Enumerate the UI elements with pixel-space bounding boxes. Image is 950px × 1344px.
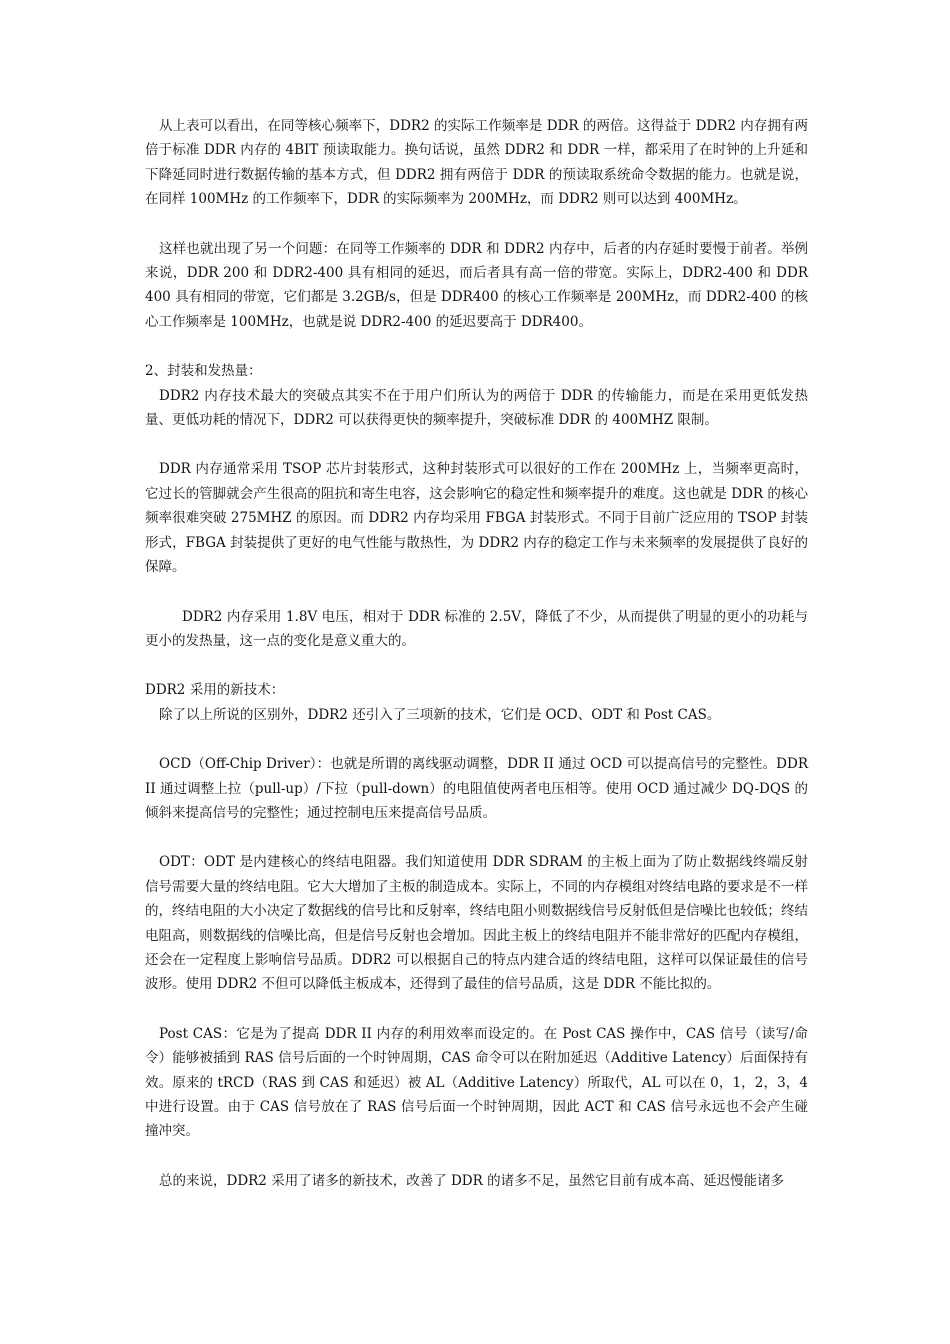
section-heading-packaging: 2、封装和发热量：: [145, 363, 262, 380]
paragraph-three-technologies: 除了以上所说的区别外，DDR2 还引入了三项新的技术，它们是 OCD、ODT 和 Post CAS。: [159, 706, 721, 723]
paragraph-ddr2-breakthrough: DDR2 内存技术最大的突破点其实不在于用户们所认为的两倍于 DDR 的传输能力，而是在采用更低发热量、更低功耗的情况下，DDR2 可以获得更快的频率提升，突破标准 DDR 的 400MHZ 限制。: [145, 387, 808, 429]
paragraph-latency-issue: 这样也就出现了另一个问题：在同等工作频率的 DDR 和 DDR2 内存中，后者的内存延时要慢于前者。举例来说，DDR 200 和 DDR2-400 具有相同的延迟，而后者具有高一倍的带宽。实际上，DDR2-400 和 DDR 400 具有相同的带宽，它们都是 3.2GB/s，但是 DDR400 的核心工作频率是 200MHz，而 DDR2-400 的核心工作频率是 100MHz，也就是说 DDR2-400 的延迟要高于 DDR400。: [145, 240, 808, 330]
paragraph-odt: ODT：ODT 是内建核心的终结电阻器。我们知道使用 DDR SDRAM 的主板上面为了防止数据线终端反射信号需要大量的终结电阻。它大大增加了主板的制造成本。实际上，不同的内存模组对终结电路的要求是不一样的，终结电阻的大小决定了数据线的信号比和反射率，终结电阻小则数据线信号反射低但是信噪比也较低；终结电阻高，则数据线的信噪比高，但是信号反射也会增加。因此主板上的终结电阻并不能非常好的匹配内存模组，还会在一定程度上影响信号品质。DDR2 可以根据自己的特点内建合适的终结电阻，这样可以保证最佳的信号波形。使用 DDR2 不但可以降低主板成本，还得到了最佳的信号品质，这是 DDR 不能比拟的。: [145, 854, 808, 993]
paragraph-tsop-fbga: DDR 内存通常采用 TSOP 芯片封装形式，这种封装形式可以很好的工作在 200MHz 上，当频率更高时，它过长的管脚就会产生很高的阻抗和寄生电容，这会影响它的稳定性和频率提升的难度。这也就是 DDR 的核心频率很难突破 275MHZ 的原因。而 DDR2 内存均采用 FBGA 封装形式。不同于目前广泛应用的 TSOP 封装形式，FBGA 封装提供了更好的电气性能与散热性，为 DDR2 内存的稳定工作与未来频率的发展提供了良好的保障。: [145, 461, 808, 576]
paragraph-ocd: OCD（Off-Chip Driver）：也就是所谓的离线驱动调整，DDR II 通过 OCD 可以提高信号的完整性。DDR II 通过调整上拉（pull-up）/下拉（pull-down）的电阻值使两者电压相等。使用 OCD 通过减少 DQ-DQS 的倾斜来提高信号的完整性；通过控制电压来提高信号品质。: [145, 756, 808, 821]
section-heading-new-tech: DDR2 采用的新技术：: [145, 682, 285, 699]
paragraph-frequency-comparison: 从上表可以看出，在同等核心频率下，DDR2 的实际工作频率是 DDR 的两倍。这得益于 DDR2 内存拥有两倍于标准 DDR 内存的 4BIT 预读取能力。换句话说，虽然 DDR2 和 DDR 一样，都采用了在时钟的上升延和下降延同时进行数据传输的基本方式，但 DDR2 拥有两倍于 DDR 的预读取系统命令数据的能力。也就是说，在同样 100MHz 的工作频率下，DDR 的实际频率为 200MHz，而 DDR2 则可以达到 400MHz。: [145, 118, 808, 208]
paragraph-voltage: DDR2 内存采用 1.8V 电压，相对于 DDR 标准的 2.5V，降低了不少，从而提供了明显的更小的功耗与更小的发热量，这一点的变化是意义重大的。: [145, 608, 808, 649]
paragraph-post-cas: Post CAS：它是为了提高 DDR II 内存的利用效率而设定的。在 Post CAS 操作中，CAS 信号（读写/命令）能够被插到 RAS 信号后面的一个时钟周期，CAS 命令可以在附加延迟（Additive Latency）后面保持有效。原来的 tRCD（RAS 到 CAS 和延迟）被 AL（Additive Latency）所取代，AL 可以在 0，1，2，3，4 中进行设置。由于 CAS 信号放在了 RAS 信号后面一个时钟周期，因此 ACT 和 CAS 信号永远也不会产生碰撞冲突。: [145, 1025, 808, 1140]
paragraph-summary: 总的来说，DDR2 采用了诸多的新技术，改善了 DDR 的诸多不足，虽然它目前有成本高、延迟慢能诸多: [159, 1172, 785, 1189]
document-page: [145, 114, 808, 1193]
